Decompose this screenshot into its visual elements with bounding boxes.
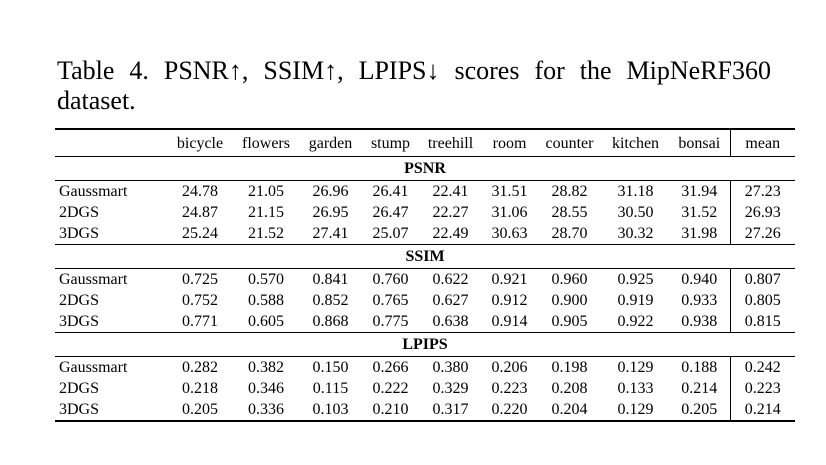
value-cell: 28.82 — [551, 183, 588, 200]
value-cell: 0.220 — [491, 401, 528, 418]
value-cell: 30.32 — [617, 225, 654, 242]
value-cell: 0.775 — [372, 313, 409, 330]
table-row — [55, 223, 795, 245]
value-cell: 0.382 — [248, 359, 284, 376]
value-cell: 31.51 — [491, 183, 528, 200]
mean-cell: 0.223 — [730, 378, 795, 399]
value-cell: 31.98 — [681, 225, 718, 242]
value-cell: 0.346 — [248, 380, 284, 397]
value-cell: 0.841 — [312, 271, 349, 288]
method-cell: 3DGS — [59, 401, 100, 418]
value-cell: 0.206 — [491, 359, 528, 376]
header-cell-stump: stump — [370, 135, 411, 152]
mean-cell: 27.23 — [730, 181, 795, 203]
value-cell: 0.266 — [372, 359, 409, 376]
value-cell: 26.41 — [372, 183, 409, 200]
table-row — [55, 269, 795, 291]
value-cell: 28.55 — [551, 204, 588, 221]
value-cell: 0.622 — [432, 271, 469, 288]
value-cell: 31.94 — [681, 183, 718, 200]
method-cell: 2DGS — [59, 204, 100, 221]
value-cell: 0.129 — [617, 359, 654, 376]
section-label-psnr: PSNR — [55, 157, 795, 181]
section-label-lpips: LPIPS — [55, 333, 795, 357]
value-cell: 0.919 — [617, 292, 654, 309]
header-cell-garden: garden — [308, 135, 353, 152]
value-cell: 30.63 — [491, 225, 528, 242]
value-cell: 0.282 — [182, 359, 218, 376]
header-cell-treehill: treehill — [427, 135, 474, 152]
value-cell: 0.317 — [432, 401, 469, 418]
value-cell: 0.336 — [248, 401, 284, 418]
section-row-ssim — [55, 245, 795, 269]
section-row-psnr — [55, 157, 795, 181]
mean-cell: 0.214 — [730, 399, 795, 421]
value-cell: 25.07 — [372, 225, 409, 242]
table-body — [55, 157, 795, 422]
value-cell: 0.900 — [551, 292, 588, 309]
value-cell: 0.588 — [248, 292, 284, 309]
value-cell: 25.24 — [182, 225, 218, 242]
value-cell: 0.205 — [681, 401, 718, 418]
value-cell: 24.87 — [182, 204, 218, 221]
value-cell: 30.50 — [617, 204, 654, 221]
mean-cell: 0.807 — [730, 269, 795, 291]
value-cell: 0.933 — [681, 292, 718, 309]
value-cell: 0.922 — [617, 313, 654, 330]
mean-cell: 0.815 — [730, 311, 795, 333]
method-cell: 3DGS — [59, 225, 100, 242]
value-cell: 0.198 — [551, 359, 588, 376]
value-cell: 0.912 — [491, 292, 528, 309]
value-cell: 31.52 — [681, 204, 718, 221]
header-cell-kitchen: kitchen — [611, 135, 660, 152]
value-cell: 0.605 — [248, 313, 284, 330]
method-cell: Gaussmart — [59, 183, 128, 200]
value-cell: 21.52 — [248, 225, 284, 242]
value-cell: 0.115 — [312, 380, 349, 397]
value-cell: 0.852 — [312, 292, 349, 309]
value-cell: 0.868 — [312, 313, 349, 330]
value-cell: 28.70 — [551, 225, 588, 242]
value-cell: 21.05 — [248, 183, 284, 200]
value-cell: 31.18 — [617, 183, 654, 200]
table-row — [55, 399, 795, 421]
value-cell: 0.760 — [372, 271, 409, 288]
table-row — [55, 311, 795, 333]
mean-cell: 0.242 — [730, 357, 795, 379]
method-cell: 3DGS — [59, 313, 100, 330]
value-cell: 0.925 — [617, 271, 654, 288]
value-cell: 0.133 — [617, 380, 654, 397]
value-cell: 22.27 — [432, 204, 469, 221]
table-row — [55, 202, 795, 223]
mean-cell: 0.805 — [730, 290, 795, 311]
method-cell: Gaussmart — [59, 359, 128, 376]
value-cell: 24.78 — [182, 183, 218, 200]
value-cell: 0.771 — [182, 313, 218, 330]
table-caption — [57, 56, 771, 116]
header-cell-room: room — [492, 135, 527, 152]
value-cell: 0.752 — [182, 292, 218, 309]
value-cell: 0.638 — [432, 313, 469, 330]
value-cell: 26.47 — [372, 204, 409, 221]
value-cell: 0.905 — [551, 313, 588, 330]
table-caption-line2: dataset. — [57, 86, 136, 115]
table-header — [55, 129, 795, 157]
value-cell: 0.218 — [182, 380, 218, 397]
header-cell-method — [55, 129, 167, 157]
value-cell: 22.49 — [432, 225, 469, 242]
header-row — [55, 129, 795, 157]
value-cell: 0.938 — [681, 313, 718, 330]
table-caption-line1: Table 4. PSNR↑, SSIM↑, LPIPS↓ scores for the MipNeRF360 — [57, 56, 771, 85]
method-cell: 2DGS — [59, 292, 100, 309]
header-cell-bonsai: bonsai — [678, 135, 721, 152]
header-cell-bicycle: bicycle — [176, 135, 224, 152]
value-cell: 0.960 — [551, 271, 588, 288]
method-cell: 2DGS — [59, 380, 100, 397]
mean-cell: 27.26 — [730, 223, 795, 245]
value-cell: 26.96 — [312, 183, 349, 200]
value-cell: 21.15 — [248, 204, 284, 221]
value-cell: 0.188 — [681, 359, 718, 376]
value-cell: 0.214 — [681, 380, 718, 397]
header-cell-flowers: flowers — [242, 135, 290, 152]
method-cell: Gaussmart — [59, 271, 128, 288]
table-row — [55, 378, 795, 399]
value-cell: 0.204 — [551, 401, 588, 418]
table-row — [55, 357, 795, 379]
value-cell: 0.380 — [432, 359, 469, 376]
value-cell: 0.208 — [551, 380, 588, 397]
value-cell: 27.41 — [312, 225, 349, 242]
value-cell: 0.627 — [432, 292, 469, 309]
value-cell: 0.129 — [617, 401, 654, 418]
value-cell: 0.940 — [681, 271, 718, 288]
value-cell: 0.765 — [372, 292, 409, 309]
section-row-lpips — [55, 333, 795, 357]
value-cell: 0.725 — [182, 271, 218, 288]
mean-cell: 26.93 — [730, 202, 795, 223]
header-cell-mean: mean — [730, 129, 795, 157]
table-row — [55, 290, 795, 311]
value-cell: 22.41 — [432, 183, 469, 200]
section-label-ssim: SSIM — [55, 245, 795, 269]
value-cell: 0.222 — [372, 380, 409, 397]
value-cell: 0.921 — [491, 271, 528, 288]
value-cell: 0.103 — [312, 401, 349, 418]
header-cell-counter: counter — [545, 135, 594, 152]
value-cell: 0.914 — [491, 313, 528, 330]
value-cell: 26.95 — [312, 204, 349, 221]
value-cell: 31.06 — [491, 204, 528, 221]
value-cell: 0.570 — [248, 271, 284, 288]
value-cell: 0.329 — [432, 380, 469, 397]
value-cell: 0.205 — [182, 401, 218, 418]
value-cell: 0.210 — [372, 401, 409, 418]
table-row — [55, 181, 795, 203]
results-table — [55, 128, 795, 422]
value-cell: 0.150 — [312, 359, 349, 376]
value-cell: 0.223 — [491, 380, 528, 397]
